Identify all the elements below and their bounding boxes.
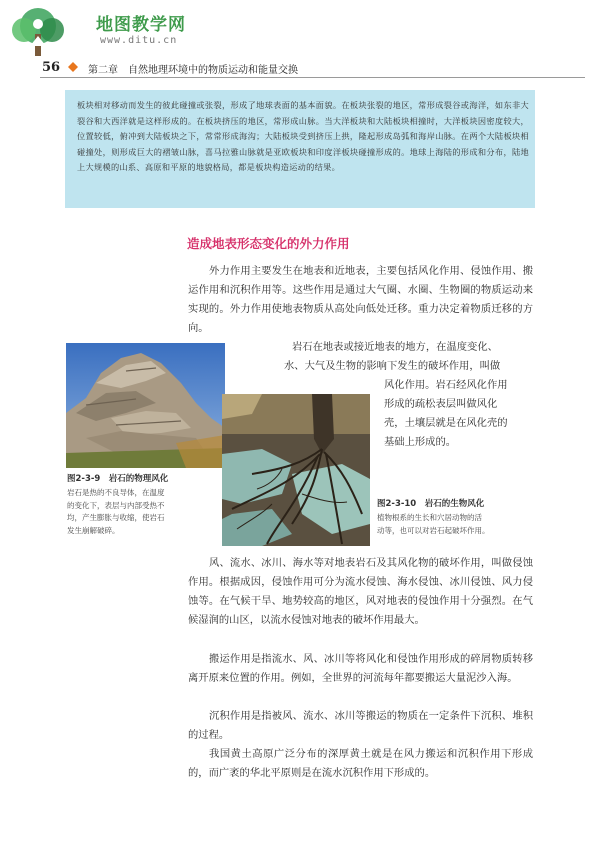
figure-1-caption-line: 岩石是热的不良导体，在温度: [67, 488, 165, 497]
figure-1-caption-line: 发生崩解破碎。: [67, 525, 120, 535]
root-weathering-photo: [222, 394, 370, 546]
tree-logo-icon: [8, 6, 68, 58]
intro-box-text: 板块相对移动而发生的彼此碰撞或张裂，形成了地球表面的基本面貌。在板块张裂的地区，常形成裂谷或海洋，如东非大裂谷和大西洋就是这样形成的。在板块挤压的地区，常形成山脉。当大洋板块和大陆板块相撞时，大洋板块因密度较大，位置较低，俯冲到大陆板块之下，常常形成海沟；大陆板块受到挤压上拱，隆起形成岛弧和海岸山脉。在两个大陆板块相碰撞处，则形成巨大的褶皱山脉，喜马拉雅山脉就是亚欧板块和印度洋板块碰撞形成的。地球上海陆的形成和分布，陆地上大规模的山系、高原和平原的地貌格局，都是板块构造运动的结果。: [77, 100, 529, 172]
paragraph-2-line-5: 壳，土壤层就是在风化壳的: [384, 417, 508, 429]
paragraph-5: 沉积作用是指被风、流水、冰川等搬运的物质在一定条件下沉积、堆积的过程。: [188, 710, 533, 741]
paragraph-2-line-3: 风化作用。岩石经风化作用: [384, 379, 508, 391]
figure-1-caption-line: 均，产生膨胀与收缩，使岩石: [67, 513, 165, 522]
watermark-url: www.ditu.cn: [100, 35, 178, 46]
figure-1-caption: [67, 487, 227, 537]
header-divider: [40, 77, 585, 78]
paragraph-3: 风、流水、冰川、海水等对地表岩石及其风化物的破坏作用，叫做侵蚀作用。根据成因，侵蚀作用可分为流水侵蚀、海水侵蚀、冰川侵蚀、风力侵蚀等。在气候干旱、地势较高的地区，风对地表的侵蚀作用十分强烈。在气候湿润的山区，以流水侵蚀对地表的破坏作用最大。: [188, 557, 533, 626]
figure-2-caption: [377, 512, 537, 537]
chapter-title: 第二章 自然地理环境中的物质运动和能量交换: [88, 65, 298, 76]
paragraph-2-line-6: 基础上形成的。: [384, 436, 457, 448]
paragraph-4: 搬运作用是指流水、风、冰川等将风化和侵蚀作用形成的碎屑物质转移离开原来位置的作用。例如，全世界的河流每年都要搬运大量泥沙入海。: [188, 653, 533, 684]
paragraph-2-line-4: 形成的疏松表层叫做风化: [384, 398, 498, 410]
rock-weathering-photo: [66, 343, 225, 468]
figure-1-caption-line: 的变化下，表层与内部受热不: [67, 500, 165, 510]
figure-1-title: 图2-3-9 岩石的物理风化: [67, 474, 169, 484]
paragraph-1: 外力作用主要发生在地表和近地表，主要包括风化作用、侵蚀作用、搬运作用和沉积作用等。这些作用是通过大气圈、水圈、生物圈的物质运动来实现的。外力作用使地表物质从高处向低处迁移。重力决定着物质迁移的方向。: [188, 265, 533, 334]
figure-2-title: 图2-3-10 岩石的生物风化: [377, 499, 485, 509]
figure-2-caption-line: 植物根系的生长和穴居动物的活: [377, 513, 482, 522]
section-title: 造成地表形态变化的外力作用: [187, 236, 350, 251]
watermark-site-name: 地图教学网: [96, 15, 186, 35]
paragraph-2-line-1: 岩石在地表或接近地表的地方，在温度变化、: [292, 341, 498, 353]
page-number: 56: [42, 60, 61, 75]
figure-2-caption-line: 动等，也可以对岩石起破坏作用。: [377, 525, 490, 535]
paragraph-2-line-2: 水、大气及生物的影响下发生的破坏作用，叫做: [284, 360, 501, 372]
paragraph-6: 我国黄土高原广泛分布的深厚黄土就是在风力搬运和沉积作用下形成的，而广袤的华北平原则是在流水沉积作用下形成的。: [188, 748, 533, 779]
diamond-icon: [68, 62, 78, 72]
